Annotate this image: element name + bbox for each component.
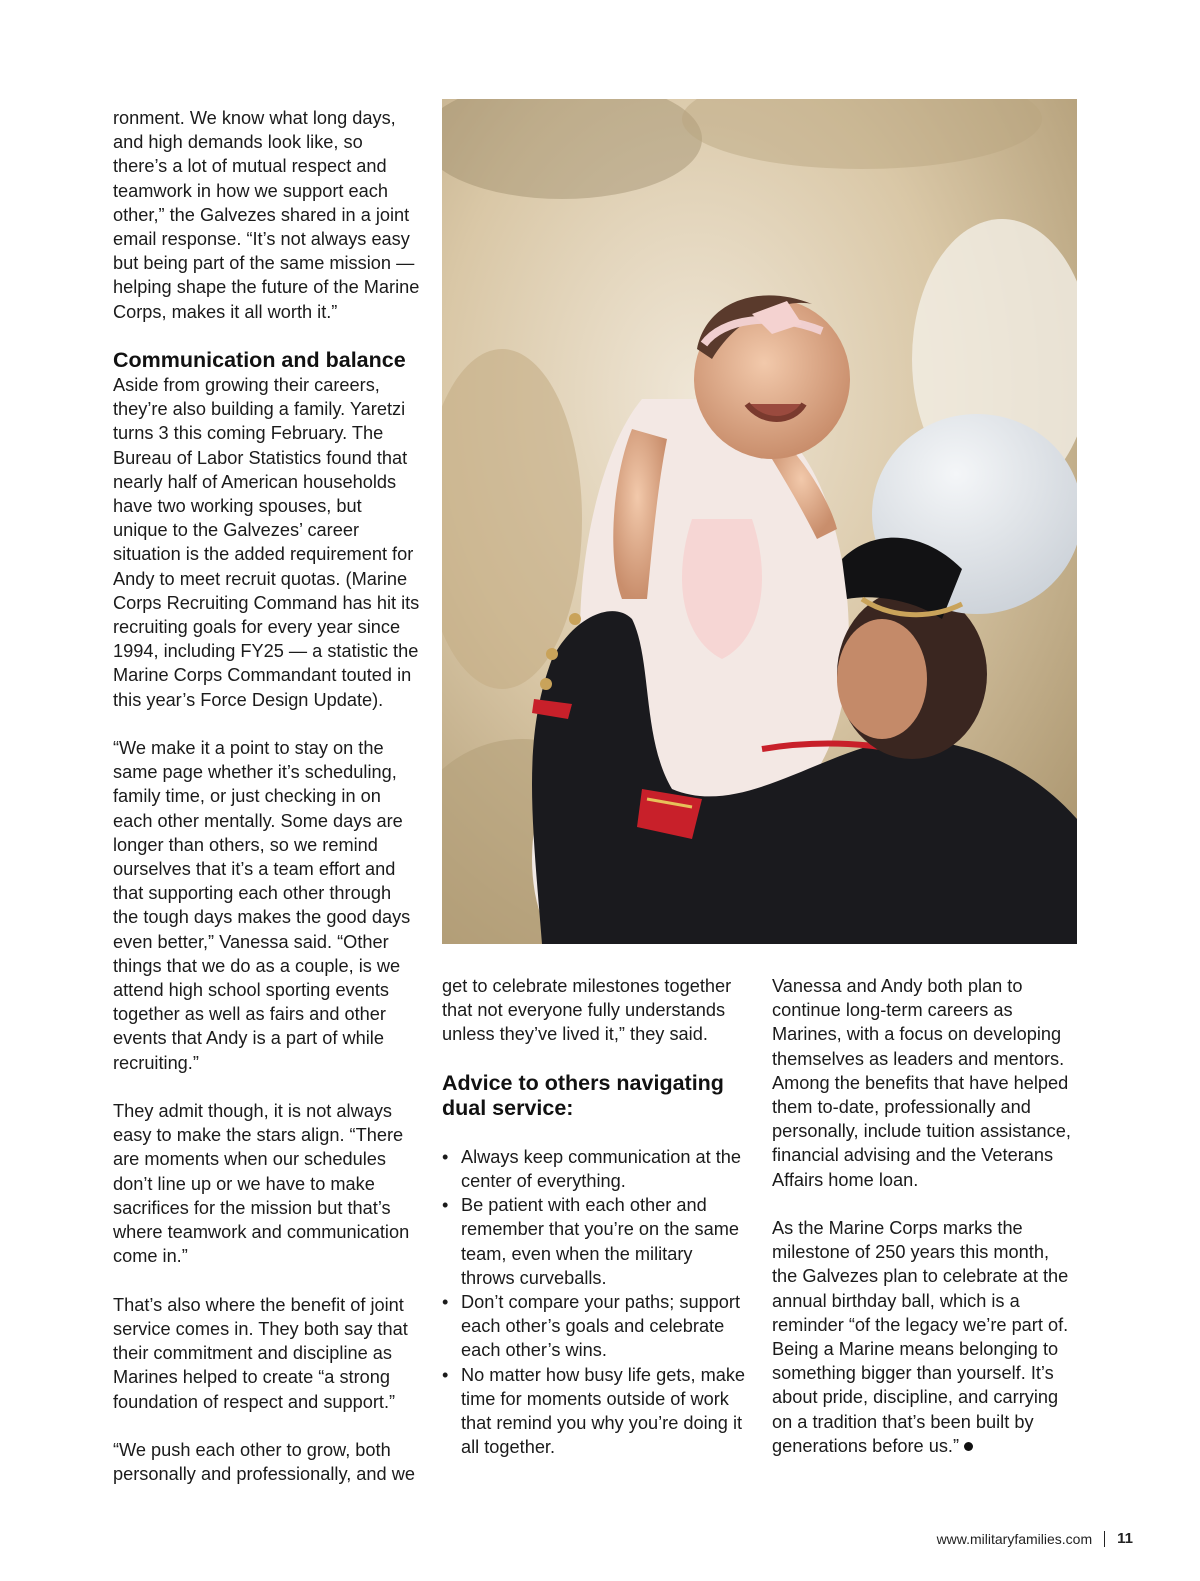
paragraph: Aside from growing their careers, they’re also building a family. Yaretzi turns 3 this coming February. The Bureau of Labor Statistics found that nearly half of American households have two working spouses, but unique to the Galvezes’ career situation is the added requirement for Andy to meet recruit quotas. (Marine Corps Recruiting Command has hit its recruiting goals for every year since 1994, including FY25 — a statistic the Marine Corps Commandant touted in this year’s Force Design Update). — [113, 375, 420, 710]
footer-website: www.militaryfamilies.com — [936, 1530, 1093, 1547]
page-number: 11 — [1117, 1530, 1133, 1547]
list-item: • Always keep communication at the center of everything. — [442, 1145, 748, 1193]
page-footer — [937, 1530, 1133, 1547]
section-heading: Communication and balance — [113, 348, 406, 373]
paragraph: ronment. We know what long days, and high demands look like, so there’s a lot of mutual respect and teamwork in how we support each other,” the Galvezes shared in a joint email response. “It’s not always easy but being part of the same mission — helping shape the future of the Marine Corps, makes it all worth it.” — [113, 108, 420, 322]
paragraph: get to celebrate milestones together that not everyone fully understands unless they’ve lived it,” they said. — [442, 976, 732, 1045]
paragraph: “We push each other to grow, both personally and professionally, and we — [113, 1439, 415, 1485]
advice-list — [442, 1145, 748, 1460]
list-item: • Be patient with each other and remember that you’re on the same team, even when the military throws curveballs. — [442, 1193, 748, 1290]
paragraph: Vanessa and Andy both plan to continue long-term careers as Marines, with a focus on developing themselves as leaders and mentors. Among the benefits that have helped them to-date, professionally and personally, include tuition assistance, financial advising and the Veterans Affairs home loan. — [772, 976, 1071, 1190]
article-column-3 — [772, 974, 1078, 1458]
footer-divider — [1104, 1531, 1105, 1547]
marine-lifting-baby-illustration — [442, 99, 1077, 944]
list-item: • No matter how busy life gets, make time for moments outside of work that remind you why you’re doing it all together. — [442, 1363, 748, 1460]
article-column-2 — [442, 974, 748, 1459]
closing-paragraph-text: As the Marine Corps marks the milestone of 250 years this month, the Galvezes plan to celebrate at the annual birthday ball, which is a reminder “of the legacy we’re part of. Being a Marine means belonging to something bigger than yourself. It’s about pride, discipline, and carrying on a tradition that’s been built by generations before us.” — [772, 1218, 1069, 1456]
paragraph — [772, 1216, 1078, 1458]
end-of-article-icon — [964, 1442, 973, 1451]
paragraph: That’s also where the benefit of joint service comes in. They both say that their commitment and discipline as Marines helped to create “a strong foundation of respect and support.” — [113, 1294, 408, 1412]
list-item: • Don’t compare your paths; support each other’s goals and celebrate each other’s wins. — [442, 1290, 748, 1363]
article-column-1 — [113, 106, 421, 1486]
paragraph: They admit though, it is not always easy to make the stars align. “There are moments when our schedules don’t line up or we have to make sacrifices for the mission but that’s where teamwork and communication come in.” — [113, 1101, 410, 1267]
section-heading: Advice to others navigating dual service: — [442, 1070, 724, 1120]
article-photo — [442, 99, 1077, 944]
paragraph: “We make it a point to stay on the same page whether it’s scheduling, family time, or just checking in on each other mentally. Some days are longer than others, so we remind ourselves that it’s a team effort and that supporting each other through the tough days makes the good days even better,” Vanessa said. “Other things that we do as a couple, is we attend high school sporting events together as well as fairs and other events that Andy is a part of while recruiting.” — [113, 738, 411, 1073]
